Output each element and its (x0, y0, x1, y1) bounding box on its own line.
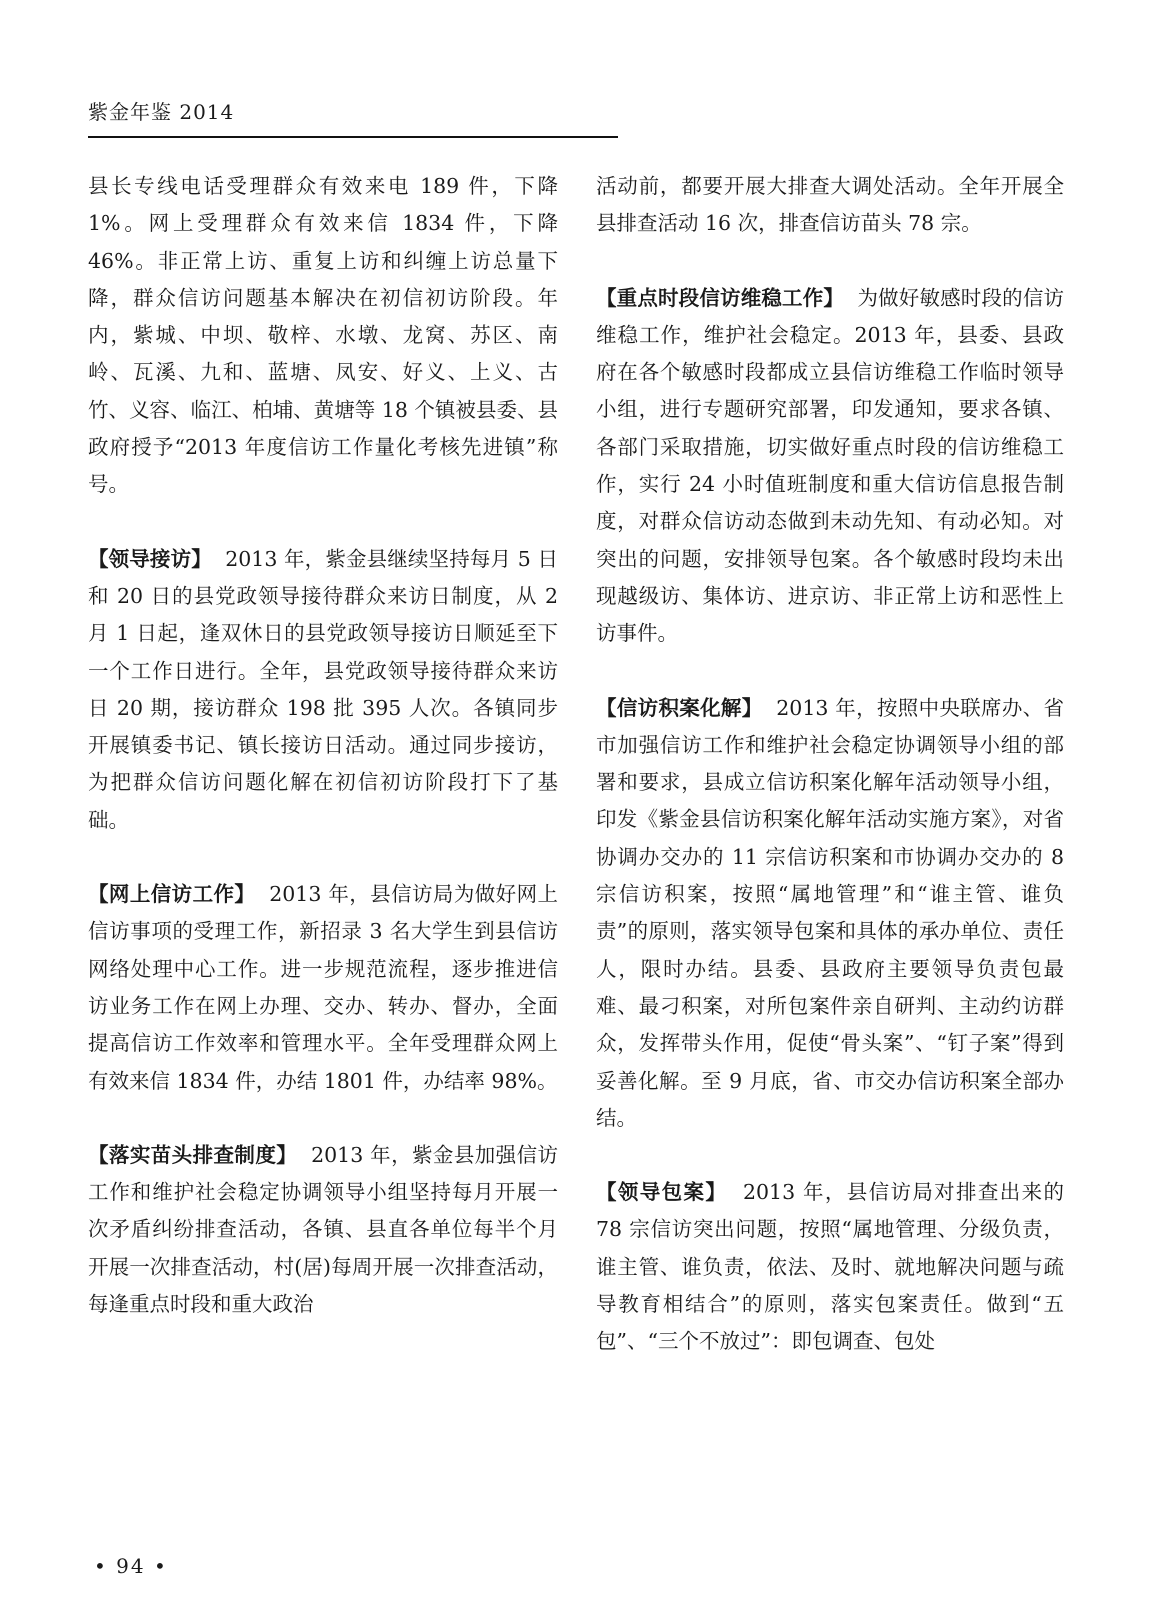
section-heading: 【落实苗头排查制度】 (88, 1142, 298, 1167)
paragraph (596, 168, 1064, 243)
left-column (88, 168, 558, 1323)
paragraph (596, 690, 1064, 1138)
section-heading: 【信访积案化解】 (596, 695, 763, 720)
section-heading: 【领导接访】 (88, 546, 212, 571)
section-heading: 【重点时段信访维稳工作】 (596, 285, 845, 310)
paragraph (88, 541, 558, 839)
paragraph (88, 876, 558, 1100)
paragraph-text: 为做好敏感时段的信访维稳工作，维护社会稳定。2013 年，县委、县政府在各个敏感时段都成立县信访维稳工作临时领导小组，进行专题研究部署，印发通知，要求各镇、各部门采取措施，切实做好重点时段的信访维稳工作，实行 24 小时值班制度和重大信访信息报告制度，对群众信访动态做到未动先知、有动必知。对突出的问题，安排领导包案。各个敏感时段均未出现越级访、集体访、进京访、非正常上访和恶性上访事件。 (596, 285, 1064, 646)
running-head: 紫金年鉴 2014 (88, 100, 235, 124)
paragraph (596, 280, 1064, 653)
paragraph (88, 1137, 558, 1323)
section-heading: 【领导包案】 (596, 1180, 728, 1205)
paragraph-text: 县长专线电话受理群众有效来电 189 件，下降 1%。网上受理群众有效来信 1834 件，下降 46%。非正常上访、重复上访和纠缠上访总量下降，群众信访问题基本解决在初信初访阶段。年内，紫城、中坝、敬梓、水墩、龙窝、苏区、南岭、瓦溪、九和、蓝塘、凤安、好义、上义、古竹、义容、临江、柏埔、黄塘等 18 个镇被县委、县政府授予“2013 年度信访工作量化考核先进镇”称号。 (88, 174, 558, 497)
paragraph-text: 2013 年，紫金县加强信访工作和维护社会稳定协调领导小组坚持每月开展一次矛盾纠纷排查活动，各镇、县直各单位每半个月开展一次排查活动，村(居)每周开展一次排查活动，每逢重点时段和重大政治 (88, 1142, 559, 1317)
paragraph (88, 168, 558, 504)
paragraph-text: 2013 年，县信访局对排查出来的 78 宗信访突出问题，按照“属地管理、分级负责，谁主管、谁负责，依法、及时、就地解决问题与疏导教育相结合”的原则，落实包案责任。做到“五包”、“三个不放过”：即包调查、包处 (596, 1180, 1064, 1354)
section-heading: 【网上信访工作】 (88, 882, 256, 907)
paragraph-text: 活动前，都要开展大排查大调处活动。全年开展全县排查活动 16 次，排查信访苗头 78 宗。 (596, 174, 1064, 236)
right-column (596, 168, 1064, 1361)
paragraph-text: 2013 年，按照中央联席办、省市加强信访工作和维护社会稳定协调领导小组的部署和要求，县成立信访积案化解年活动领导小组，印发《紫金县信访积案化解年活动实施方案》，对省协调办交办的 11 宗信访积案和市协调办交办的 8 宗信访积案，按照“属地管理”和“谁主管、谁负责”的原则，落实领导包案和具体的承办单位、责任人，限时办结。县委、县政府主要领导负责包最难、最刁积案，对所包案件亲自研判、主动约访群众，发挥带头作用，促使“骨头案”、“钉子案”得到妥善化解。至 9 月底，省、市交办信访积案全部办结。 (596, 695, 1064, 1130)
header-rule (88, 136, 618, 138)
page-number: • 94 • (94, 1554, 168, 1578)
paragraph-text: 2013 年，县信访局为做好网上信访事项的受理工作，新招录 3 名大学生到县信访网络处理中心工作。进一步规范流程，逐步推进信访业务工作在网上办理、交办、转办、督办，全面提高信访工作效率和管理水平。全年受理群众网上有效来信 1834 件，办结 1801 件，办结率 98%。 (88, 882, 558, 1093)
paragraph (596, 1174, 1064, 1360)
paragraph-text: 2013 年，紫金县继续坚持每月 5 日和 20 日的县党政领导接待群众来访日制度，从 2 月 1 日起，逢双休日的县党政领导接访日顺延至下一个工作日进行。全年，县党政领导接待群众来访日 20 期，接访群众 198 批 395 人次。各镇同步开展镇委书记、镇长接访日活动。通过同步接访，为把群众信访问题化解在初信初访阶段打下了基础。 (88, 546, 558, 832)
